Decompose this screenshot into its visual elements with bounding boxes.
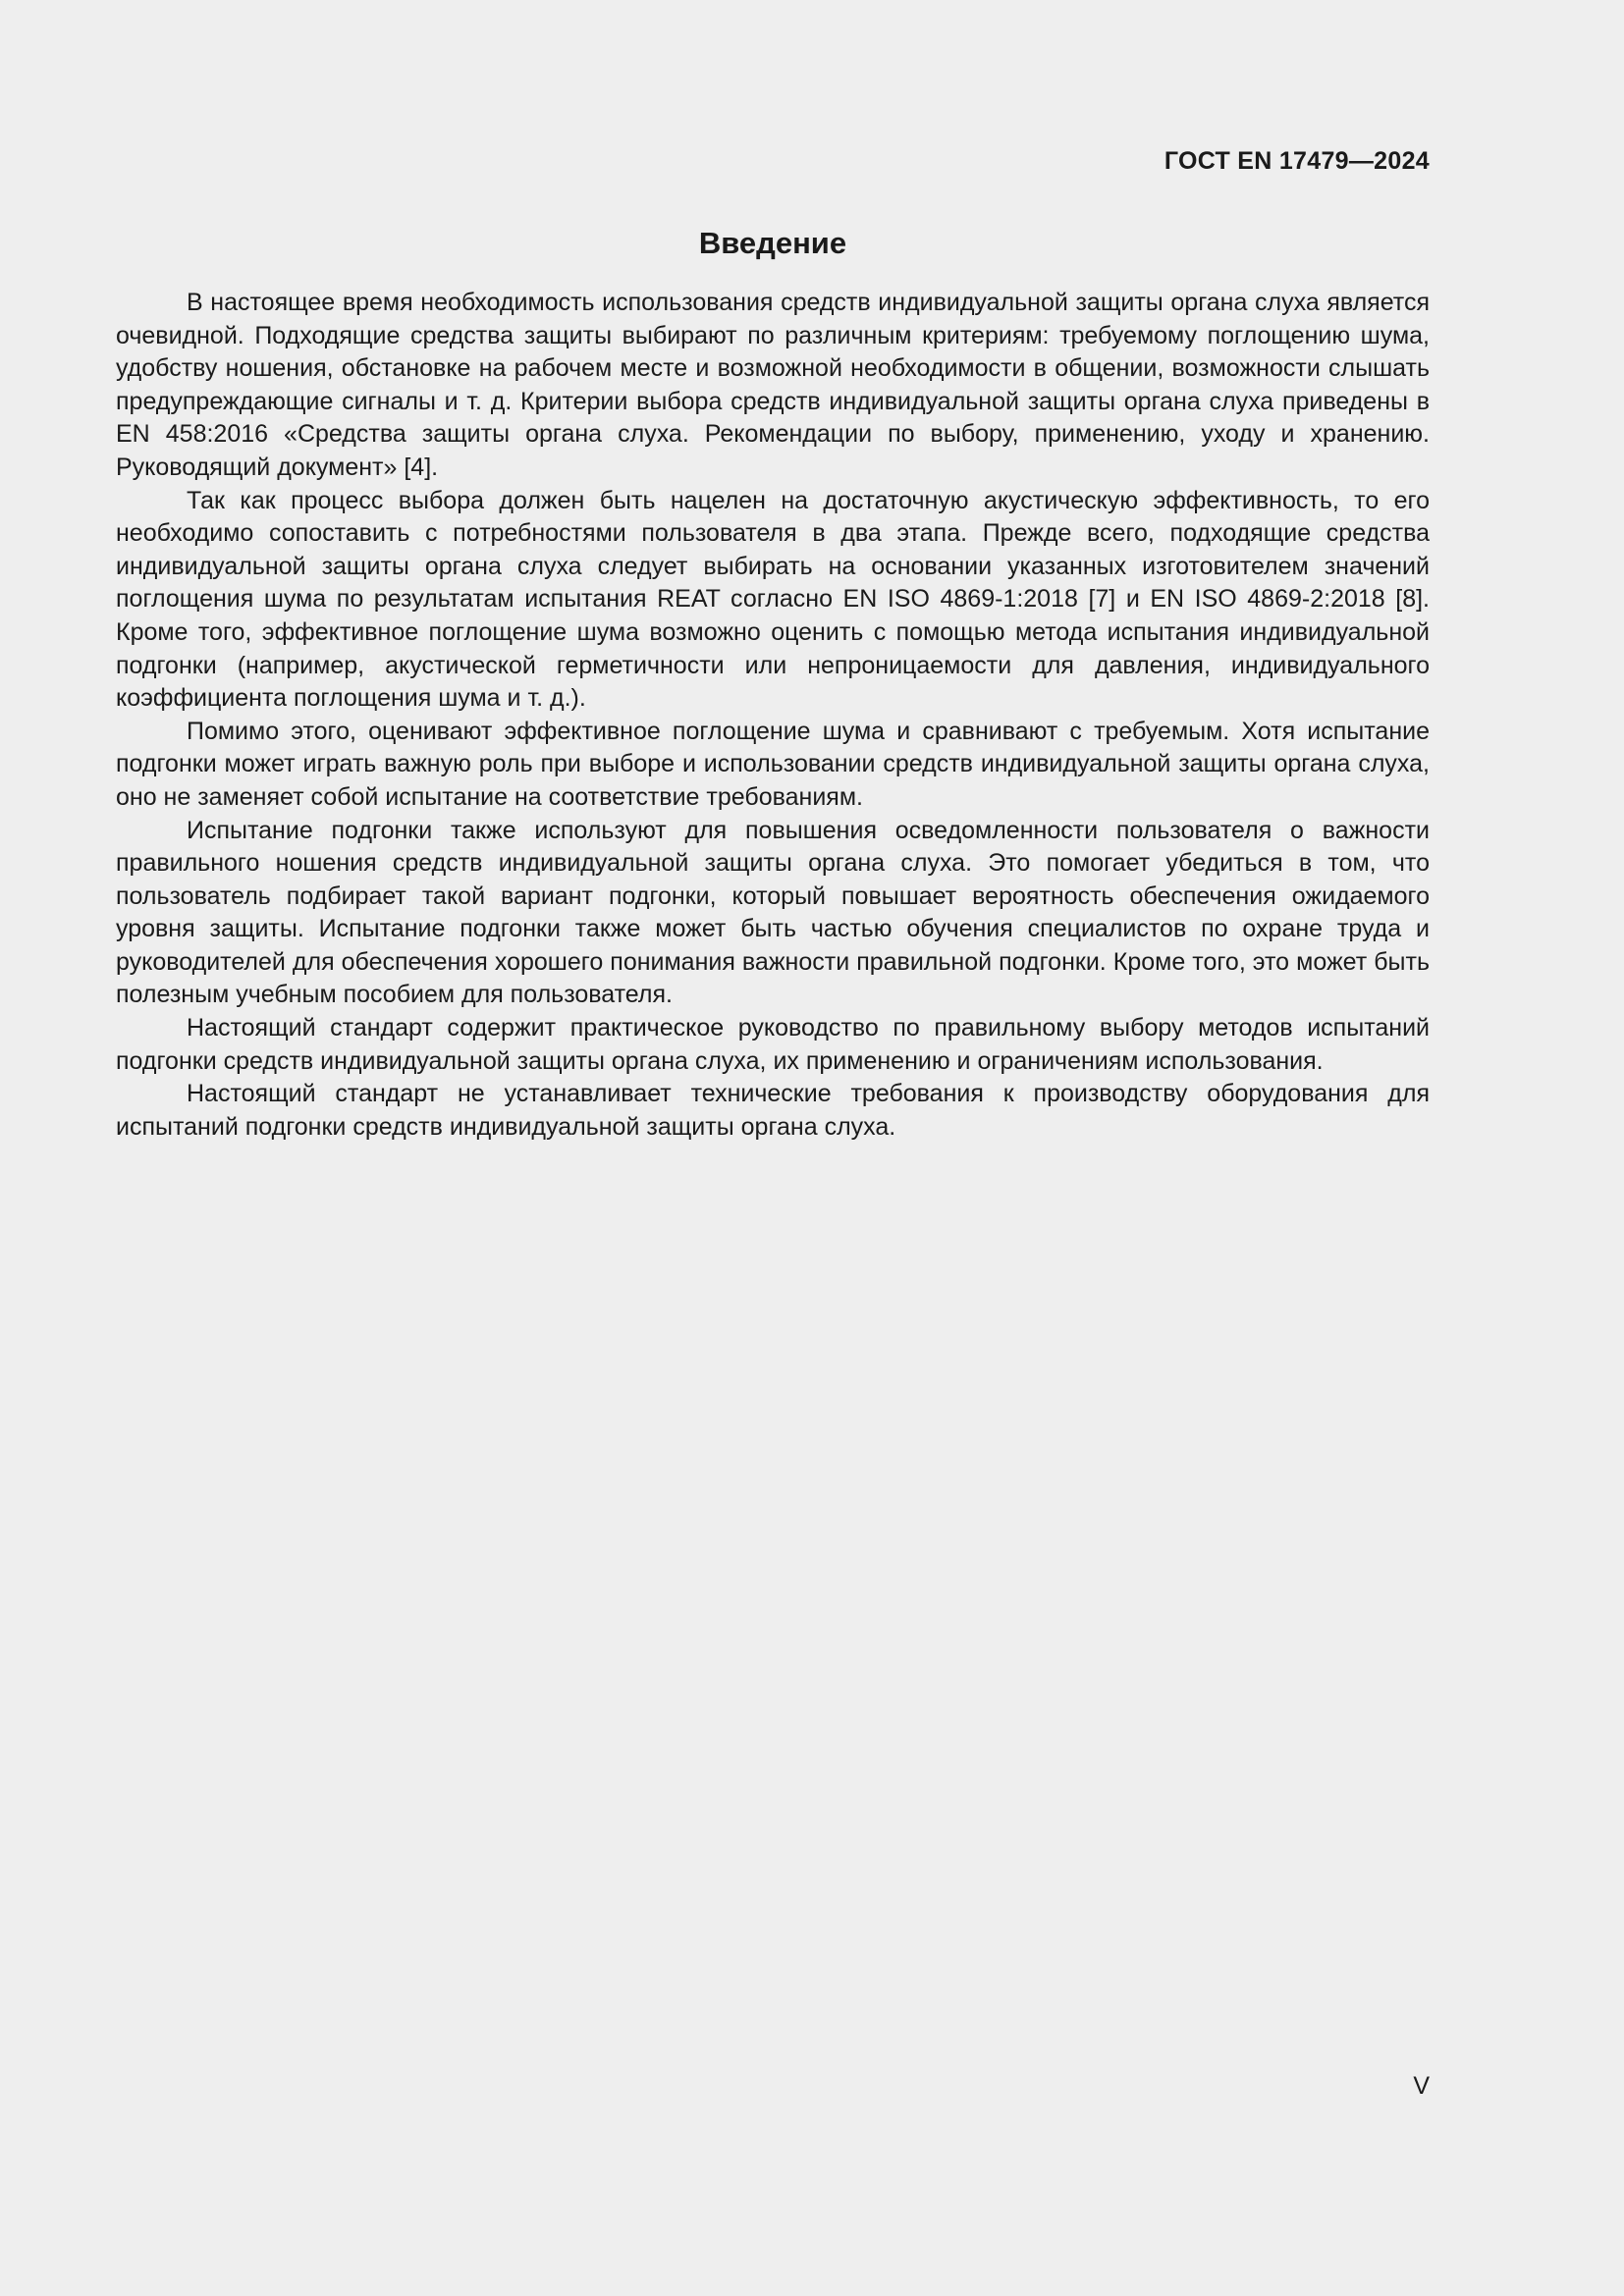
paragraph: Настоящий стандарт содержит практическое руководство по правильному выбору методов испытаний подгонки средств индивидуальной защиты органа слуха, их применению и ограничениям использования. (116, 1014, 1430, 1075)
paragraph: Помимо этого, оценивают эффективное поглощение шума и сравнивают с требуемым. Хотя испытание подгонки может играть важную роль при выборе и использовании средств индивидуальной защиты органа слуха, оно не заменяет собой испытание на соответствие требованиям. (116, 717, 1430, 811)
paragraph: Испытание подгонки также используют для повышения осведомленности пользователя о важности правильного ношения средств индивидуальной защиты органа слуха. Это помогает убедиться в том, что пользователь подбирает такой вариант подгонки, который повышает вероятность обеспечения ожидаемого уровня защиты. Испытание подгонки также может быть частью обучения специалистов по охране труда и руководителей для обеспечения хорошего понимания важности правильной подгонки. Кроме того, это может быть полезным учебным пособием для пользователя. (116, 816, 1430, 1009)
paragraph: В настоящее время необходимость использования средств индивидуальной защиты органа слуха является очевидной. Подходящие средства защиты выбирают по различным критериям: требуемому поглощению шума, удобству ношения, обстановке на рабочем месте и возможной необходимости в общении, возможности слышать предупреждающие сигналы и т. д. Критерии выбора средств индивидуальной защиты органа слуха приведены в EN 458:2016 «Средства защиты органа слуха. Рекомендации по выбору, применению, уходу и хранению. Руководящий документ» [4]. (116, 289, 1430, 481)
page-number: V (1413, 2072, 1430, 2100)
paragraph: Настоящий стандарт не устанавливает технические требования к производству оборудования для испытаний подгонки средств индивидуальной защиты органа слуха. (116, 1080, 1430, 1141)
paragraph: Так как процесс выбора должен быть нацелен на достаточную акустическую эффективность, то его необходимо сопоставить с потребностями пользователя в два этапа. Прежде всего, подходящие средства индивидуальной защиты органа слуха следует выбирать на основании указанных изготовителем значений поглощения шума по результатам испытания REAT согласно EN ISO 4869-1:2018 [7] и EN ISO 4869-2:2018 [8]. Кроме того, эффективное поглощение шума возможно оценить с помощью метода испытания индивидуальной подгонки (например, акустической герметичности или непроницаемости для давления, индивидуального коэффициента поглощения шума и т. д.). (116, 486, 1430, 713)
section-title: Введение (698, 226, 847, 260)
section-body (116, 287, 1430, 1144)
document-code: ГОСТ EN 17479—2024 (1164, 147, 1430, 175)
